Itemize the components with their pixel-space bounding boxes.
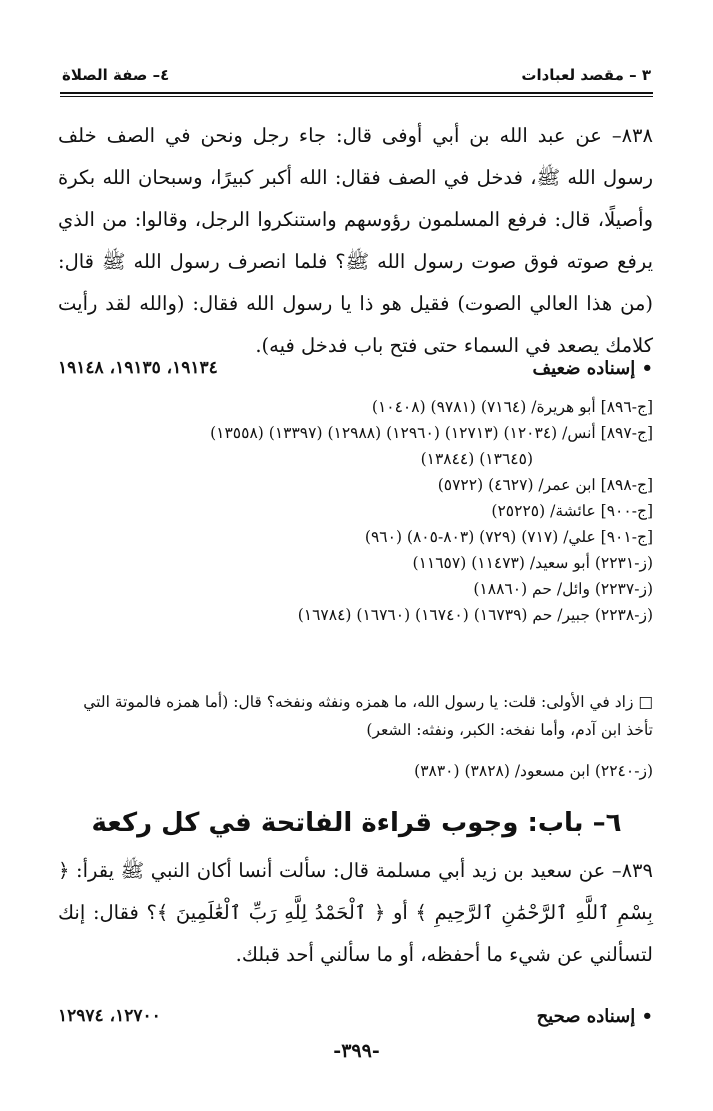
isnad-839-numbers: ١٢٧٠٠، ١٢٩٧٤ [58, 1006, 161, 1026]
header-rule-thin [60, 96, 653, 97]
ref-line: [ج-٩٠١] علي/ (٧١٧) (٧٢٩) (٨٠٣-٨٠٥) (٩٦٠) [364, 528, 653, 546]
refs-838 [58, 370, 653, 628]
isnad-838-grade: • إسناده ضعيف [532, 358, 653, 379]
note-addition: □ زاد في الأولى: قلت: يا رسول الله، ما همزه ونفثه ونفخه؟ قال: (أما همزه فالموتة التي تأخذ ابن آدم، وأما نفخه: الكبر، ونفثه: الشعر) [83, 693, 653, 739]
ref-line: [ج-٨٩٦] أبو هريرة/ (٧١٦٤) (٩٧٨١) (١٠٤٠٨) [371, 398, 653, 416]
ref-line: (١٣٦٤٥) (١٣٨٤٤) [420, 450, 533, 468]
ref-line: [ج-٨٩٧] أنس/ (١٢٠٣٤) (١٢٧١٣) (١٢٩٦٠) (١٢٩٨٨) (١٣٣٩٧) (١٣٥٥٨) [210, 424, 653, 442]
header-section: ٤– صفة الصلاة [62, 66, 170, 84]
isnad-839-grade: • إسناده صحيح [536, 1006, 653, 1027]
ref-line: [ج-٩٠٠] عائشة/ (٢٥٢٢٥) [491, 502, 653, 520]
ref-ibn-masud: (ز-٢٢٤٠) ابن مسعود/ (٣٨٢٨) (٣٨٣٠) [414, 762, 653, 780]
section-title: ٦– باب: وجوب قراءة الفاتحة في كل ركعة [91, 808, 622, 838]
hadith-838: ٨٣٨– عن عبد الله بن أبي أوفى قال: جاء رجل ونحن في الصف خلف رسول الله ﷺ، فدخل في الصف فقال: الله أكبر كبيرًا، وسبحان الله بكرة وأصيلًا، قال: فرفع المسلمون رؤوسهم واستنكروا الرجل، وقالوا: من الذي يرفع صوته فوق صوت رسول الله ﷺ؟ فلما انصرف رسول الله ﷺ قال: (من هذا العالي الصوت) فقيل هو ذا يا رسول الله فقال: (والله لقد رأيت كلامك يصعد في السماء حتى فتح باب فدخل فيه). [58, 124, 653, 357]
running-header [62, 60, 651, 84]
isnad-838-numbers: ١٩١٣٤، ١٩١٣٥، ١٩١٤٨ [58, 358, 218, 378]
ref-line: (ز-٢٢٣٧) وائل/ حم (١٨٨٦٠) [473, 580, 653, 598]
header-chapter: ٣ – مقصد لعبادات [521, 66, 651, 84]
header-rule [60, 92, 653, 94]
hadith-839: ٨٣٩– عن سعيد بن زيد أبي مسلمة قال: سألت أنسا أكان النبي ﷺ يقرأ: ﴿ بِسْمِ ٱللَّهِ ٱلرَّحْمَٰنِ ٱلرَّحِيمِ ﴾ أو ﴿ ٱلْحَمْدُ لِلَّهِ رَبِّ ٱلْعَٰلَمِينَ ﴾؟ فقال: إنك لتسألني عن شيء ما أحفظه، أو ما سألني أحد قبلك. [58, 859, 653, 966]
ref-line: (ز-٢٢٣١) أبو سعيد/ (١١٤٧٣) (١١٦٥٧) [412, 554, 653, 572]
ref-line: (ز-٢٢٣٨) جبير/ حم (١٦٧٣٩) (١٦٧٤٠) (١٦٧٦٠) (١٦٧٨٤) [297, 606, 653, 624]
isnad-839 [58, 1006, 653, 1027]
page-number: -٣٩٩- [333, 1040, 380, 1062]
ref-line: [ج-٨٩٨] ابن عمر/ (٤٦٢٧) (٥٧٢٢) [437, 476, 653, 494]
